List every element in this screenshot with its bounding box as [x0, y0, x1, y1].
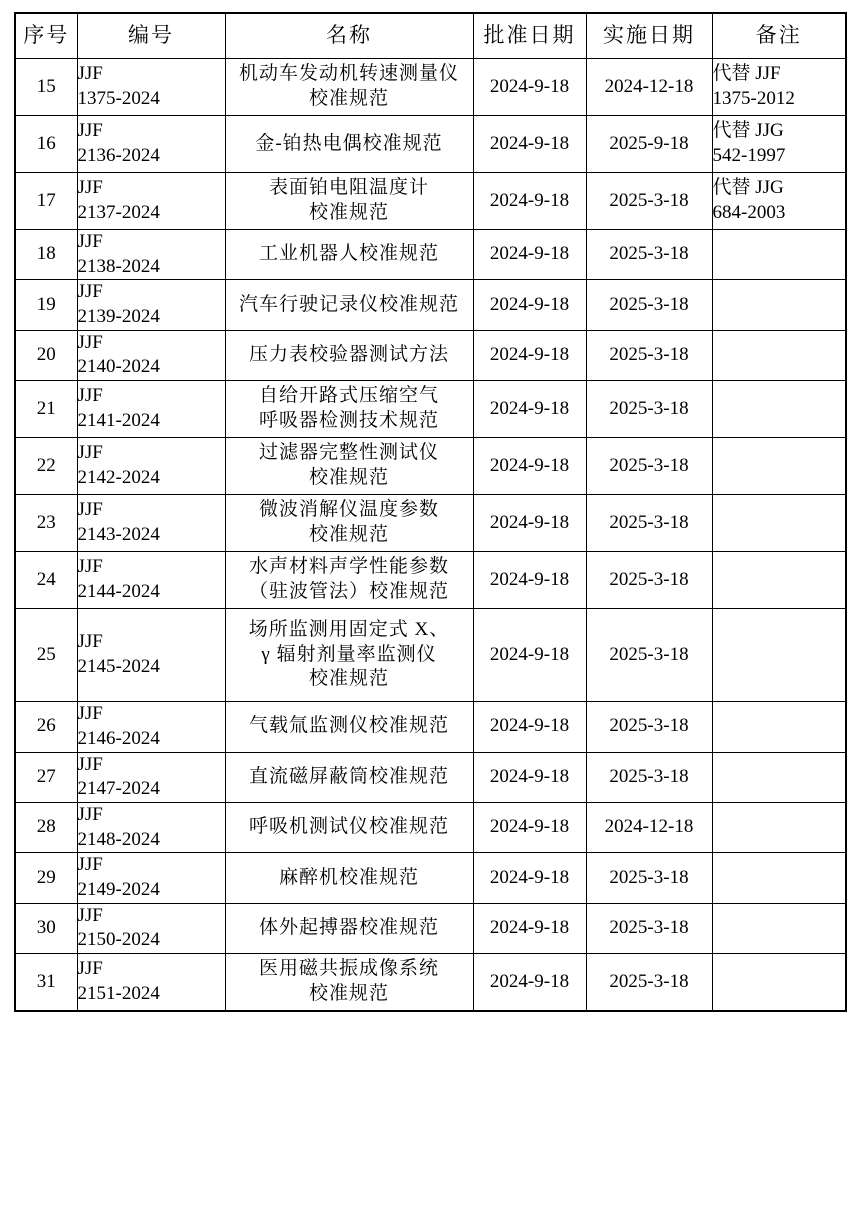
cell-note	[712, 495, 846, 552]
name-line: 表面铂电阻温度计	[268, 177, 429, 199]
table-header-row	[15, 13, 846, 59]
cell-sequence	[15, 752, 77, 802]
cell-code	[77, 230, 225, 280]
code-line: JJF	[77, 281, 103, 303]
cell-code	[77, 552, 225, 609]
cell-note	[712, 903, 846, 953]
name-line: 场所监测用固定式 X、	[248, 619, 450, 641]
cell-sequence	[15, 173, 77, 230]
name-line: 校准规范	[308, 202, 389, 223]
column-header-approval-date: 批准日期	[473, 13, 586, 59]
name-line: 体外起搏器校准规范	[258, 916, 439, 938]
cell-note	[712, 802, 846, 852]
name-line: γ 辐射剂量率监测仪	[261, 643, 437, 665]
cell-approval-date: 2024-9-18	[473, 438, 586, 495]
cell-code	[77, 702, 225, 752]
code-line: JJF	[77, 385, 103, 407]
note-line: 代替 JJF	[712, 63, 781, 85]
cell-sequence	[15, 116, 77, 173]
cell-approval-date: 2024-9-18	[473, 230, 586, 280]
code-line: JJF	[77, 753, 103, 775]
table-row	[15, 116, 846, 173]
name-line: 呼吸机测试仪校准规范	[248, 816, 449, 838]
code-line: 2137-2024	[77, 202, 160, 223]
name-line: 过滤器完整性测试仪	[258, 442, 439, 464]
sequence-value: 15	[36, 75, 56, 97]
name-line: 麻醉机校准规范	[278, 866, 419, 888]
code-line: 2136-2024	[77, 145, 160, 166]
sequence-value: 27	[36, 765, 56, 787]
sequence-value: 17	[36, 189, 56, 211]
table-row	[15, 438, 846, 495]
cell-code	[77, 173, 225, 230]
cell-note	[712, 702, 846, 752]
cell-implementation-date: 2025-3-18	[586, 495, 712, 552]
cell-note	[712, 230, 846, 280]
column-header-name: 名称	[225, 13, 473, 59]
cell-code	[77, 609, 225, 702]
code-line: JJF	[77, 331, 103, 353]
code-line: JJF	[77, 703, 103, 725]
cell-approval-date: 2024-9-18	[473, 954, 586, 1012]
cell-code	[77, 495, 225, 552]
table-row	[15, 853, 846, 903]
cell-note	[712, 438, 846, 495]
sequence-value: 30	[36, 916, 56, 938]
cell-code	[77, 330, 225, 380]
cell-approval-date: 2024-9-18	[473, 495, 586, 552]
code-line: 1375-2024	[77, 88, 160, 109]
cell-name	[225, 173, 473, 230]
cell-implementation-date: 2024-12-18	[586, 802, 712, 852]
sequence-value: 19	[36, 293, 56, 315]
cell-code	[77, 853, 225, 903]
name-line: 工业机器人校准规范	[258, 243, 439, 265]
cell-name	[225, 752, 473, 802]
code-line: JJF	[77, 904, 103, 926]
sequence-value: 25	[36, 643, 56, 665]
cell-approval-date: 2024-9-18	[473, 173, 586, 230]
cell-approval-date: 2024-9-18	[473, 853, 586, 903]
column-header-implementation-date: 实施日期	[586, 13, 712, 59]
cell-note	[712, 280, 846, 330]
cell-code	[77, 381, 225, 438]
name-line: 微波消解仪温度参数	[258, 499, 439, 521]
code-line: JJF	[77, 442, 103, 464]
cell-sequence	[15, 230, 77, 280]
cell-code	[77, 59, 225, 116]
cell-note	[712, 173, 846, 230]
cell-name	[225, 702, 473, 752]
cell-sequence	[15, 59, 77, 116]
code-line: JJF	[77, 499, 103, 521]
cell-code	[77, 954, 225, 1012]
cell-sequence	[15, 802, 77, 852]
cell-sequence	[15, 495, 77, 552]
table-row	[15, 903, 846, 953]
cell-implementation-date: 2024-12-18	[586, 59, 712, 116]
cell-sequence	[15, 609, 77, 702]
cell-note	[712, 954, 846, 1012]
name-line: 校准规范	[308, 983, 389, 1004]
table-row	[15, 802, 846, 852]
cell-note	[712, 116, 846, 173]
cell-sequence	[15, 954, 77, 1012]
cell-name	[225, 954, 473, 1012]
calibration-specification-table	[14, 12, 847, 1012]
cell-name	[225, 330, 473, 380]
cell-name	[225, 609, 473, 702]
note-line: 代替 JJG	[712, 177, 784, 199]
cell-code	[77, 752, 225, 802]
cell-implementation-date: 2025-9-18	[586, 116, 712, 173]
code-line: 2144-2024	[77, 581, 160, 603]
sequence-value: 18	[36, 243, 56, 265]
cell-name	[225, 552, 473, 609]
column-header-code: 编号	[77, 13, 225, 59]
name-line: 校准规范	[308, 88, 389, 109]
code-line: JJF	[77, 231, 103, 252]
note-line: 1375-2012	[712, 88, 795, 109]
name-line: 校准规范	[308, 524, 389, 546]
cell-approval-date: 2024-9-18	[473, 280, 586, 330]
name-line: 直流磁屏蔽筒校准规范	[248, 765, 449, 787]
cell-note	[712, 381, 846, 438]
cell-approval-date: 2024-9-18	[473, 552, 586, 609]
table-row	[15, 752, 846, 802]
name-line: 医用磁共振成像系统	[258, 958, 439, 980]
table-body	[15, 59, 846, 1012]
cell-name	[225, 280, 473, 330]
code-line: 2149-2024	[77, 878, 160, 900]
cell-note	[712, 853, 846, 903]
name-line: 压力表校验器测试方法	[248, 344, 449, 366]
cell-name	[225, 802, 473, 852]
code-line: 2146-2024	[77, 727, 160, 749]
cell-implementation-date: 2025-3-18	[586, 438, 712, 495]
cell-sequence	[15, 438, 77, 495]
cell-sequence	[15, 552, 77, 609]
cell-code	[77, 280, 225, 330]
name-line: 自给开路式压缩空气	[258, 385, 439, 407]
cell-name	[225, 438, 473, 495]
note-line: 代替 JJG	[712, 120, 784, 142]
cell-implementation-date: 2025-3-18	[586, 230, 712, 280]
cell-sequence	[15, 903, 77, 953]
sequence-value: 28	[36, 816, 56, 838]
cell-note	[712, 330, 846, 380]
sequence-value: 20	[36, 344, 56, 366]
name-line: 金-铂热电偶校准规范	[255, 132, 443, 154]
code-line: JJF	[77, 120, 103, 142]
cell-approval-date: 2024-9-18	[473, 903, 586, 953]
code-line: JJF	[77, 63, 103, 85]
sequence-value: 16	[36, 132, 56, 154]
sequence-value: 26	[36, 715, 56, 737]
cell-note	[712, 752, 846, 802]
note-line: 542-1997	[712, 145, 786, 166]
cell-note	[712, 609, 846, 702]
name-line: 校准规范	[308, 467, 389, 489]
cell-approval-date: 2024-9-18	[473, 381, 586, 438]
table-row	[15, 495, 846, 552]
name-line: （驻波管法）校准规范	[248, 581, 449, 603]
cell-sequence	[15, 702, 77, 752]
cell-implementation-date: 2025-3-18	[586, 552, 712, 609]
cell-name	[225, 853, 473, 903]
cell-implementation-date: 2025-3-18	[586, 752, 712, 802]
table-row	[15, 59, 846, 116]
cell-name	[225, 230, 473, 280]
cell-sequence	[15, 330, 77, 380]
cell-name	[225, 59, 473, 116]
cell-name	[225, 116, 473, 173]
cell-code	[77, 802, 225, 852]
cell-approval-date: 2024-9-18	[473, 802, 586, 852]
cell-implementation-date: 2025-3-18	[586, 853, 712, 903]
code-line: JJF	[77, 556, 103, 578]
cell-implementation-date: 2025-3-18	[586, 280, 712, 330]
name-line: 机动车发动机转速测量仪	[238, 63, 459, 85]
cell-approval-date: 2024-9-18	[473, 702, 586, 752]
code-line: JJF	[77, 854, 103, 876]
cell-code	[77, 116, 225, 173]
table-row	[15, 609, 846, 702]
table-header	[15, 13, 846, 59]
cell-sequence	[15, 853, 77, 903]
note-line: 684-2003	[712, 202, 786, 223]
cell-implementation-date: 2025-3-18	[586, 173, 712, 230]
cell-code	[77, 903, 225, 953]
table-row	[15, 230, 846, 280]
code-line: 2145-2024	[77, 656, 160, 678]
cell-approval-date: 2024-9-18	[473, 609, 586, 702]
code-line: JJF	[77, 803, 103, 825]
name-line: 呼吸器检测技术规范	[258, 410, 439, 432]
table-row	[15, 330, 846, 380]
table-row	[15, 954, 846, 1012]
cell-approval-date: 2024-9-18	[473, 59, 586, 116]
sequence-value: 21	[36, 397, 56, 419]
sequence-value: 24	[36, 568, 56, 590]
sequence-value: 29	[36, 866, 56, 888]
name-line: 水声材料声学性能参数	[248, 556, 449, 578]
cell-note	[712, 59, 846, 116]
code-line: 2151-2024	[77, 983, 160, 1004]
cell-implementation-date: 2025-3-18	[586, 609, 712, 702]
cell-name	[225, 495, 473, 552]
table-row	[15, 381, 846, 438]
code-line: 2142-2024	[77, 467, 160, 489]
code-line: JJF	[77, 958, 103, 980]
cell-implementation-date: 2025-3-18	[586, 702, 712, 752]
code-line: 2150-2024	[77, 929, 160, 951]
table-row	[15, 280, 846, 330]
code-line: 2138-2024	[77, 255, 160, 277]
cell-implementation-date: 2025-3-18	[586, 903, 712, 953]
table-row	[15, 173, 846, 230]
sequence-value: 31	[36, 970, 56, 992]
code-line: 2147-2024	[77, 778, 160, 800]
code-line: JJF	[77, 177, 103, 199]
sequence-value: 23	[36, 511, 56, 533]
cell-approval-date: 2024-9-18	[473, 116, 586, 173]
cell-code	[77, 438, 225, 495]
column-header-note: 备注	[712, 13, 846, 59]
code-line: JJF	[77, 631, 103, 653]
code-line: 2140-2024	[77, 356, 160, 378]
table-row	[15, 552, 846, 609]
cell-note	[712, 552, 846, 609]
cell-sequence	[15, 280, 77, 330]
cell-sequence	[15, 381, 77, 438]
cell-name	[225, 903, 473, 953]
cell-implementation-date: 2025-3-18	[586, 381, 712, 438]
cell-implementation-date: 2025-3-18	[586, 330, 712, 380]
table-row	[15, 702, 846, 752]
cell-approval-date: 2024-9-18	[473, 330, 586, 380]
code-line: 2143-2024	[77, 524, 160, 546]
cell-implementation-date: 2025-3-18	[586, 954, 712, 1012]
code-line: 2148-2024	[77, 828, 160, 850]
name-line: 气载氚监测仪校准规范	[248, 715, 449, 737]
name-line: 校准规范	[308, 668, 389, 690]
code-line: 2141-2024	[77, 410, 160, 432]
cell-name	[225, 381, 473, 438]
code-line: 2139-2024	[77, 306, 160, 328]
sequence-value: 22	[36, 454, 56, 476]
column-header-sequence: 序号	[15, 13, 77, 59]
name-line: 汽车行驶记录仪校准规范	[238, 293, 459, 315]
cell-approval-date: 2024-9-18	[473, 752, 586, 802]
